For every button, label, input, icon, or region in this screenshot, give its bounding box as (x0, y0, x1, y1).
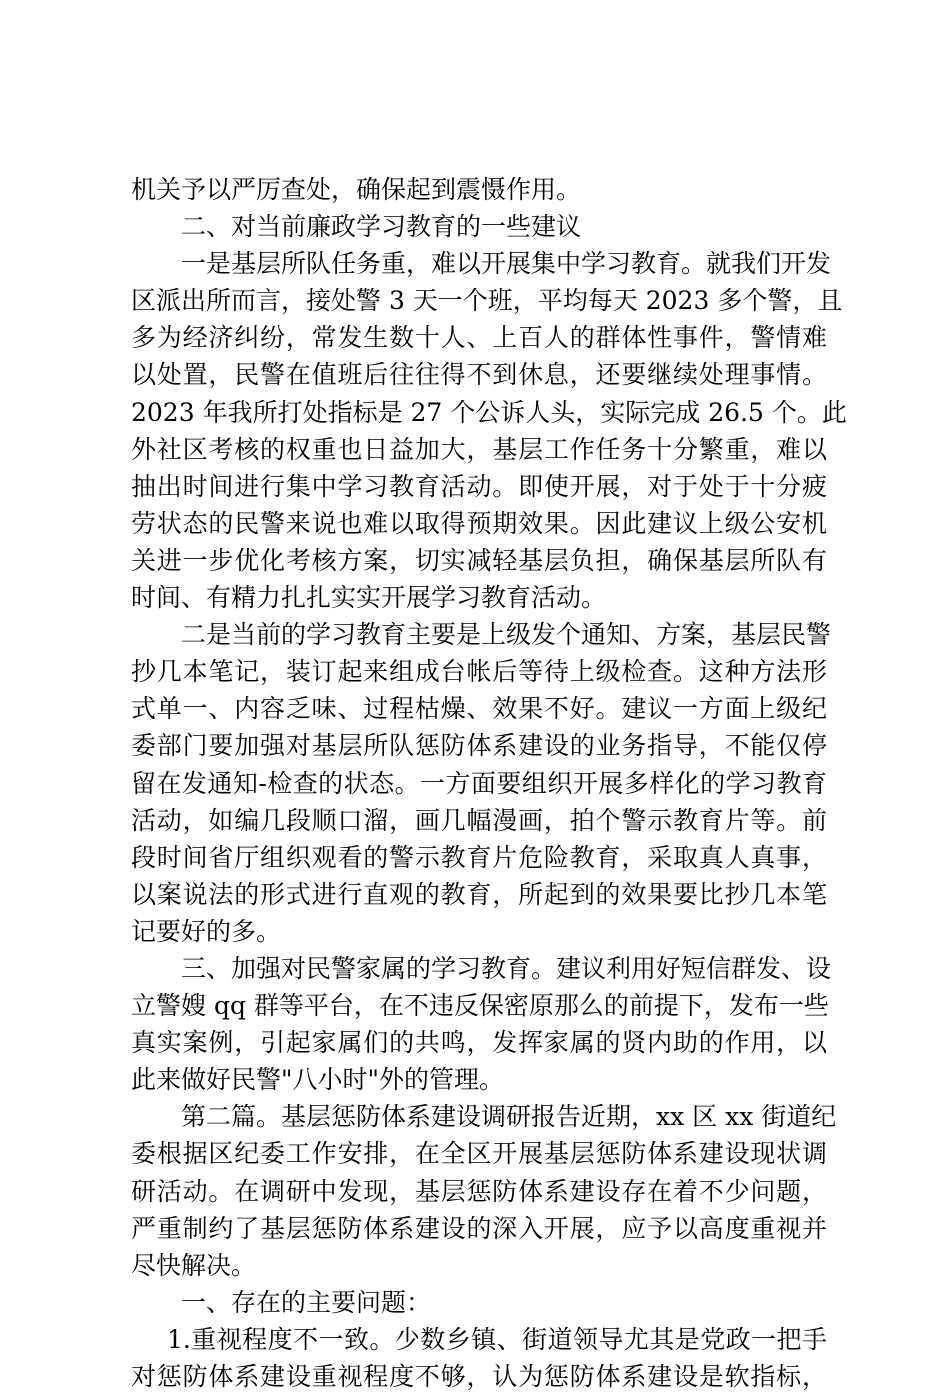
text-line: 严重制约了基层惩防体系建设的深入开展，应予以高度重视并 (131, 1213, 827, 1243)
text-line: 抄几本笔记，装订起来组成台帐后等待上级检查。这种方法形 (131, 657, 827, 687)
text-line: 段时间省厅组织观看的警示教育片危险教育，采取真人真事， (131, 842, 827, 872)
text-line: 真实案例，引起家属们的共鸣，发挥家属的贤内助的作用，以 (131, 1028, 827, 1058)
text-line: 此来做好民警"八小时"外的管理。 (131, 1065, 504, 1095)
text-line: 抽出时间进行集中学习教育活动。即使开展，对于处于十分疲 (131, 471, 827, 501)
text-line: 二是当前的学习教育主要是上级发个通知、方案，基层民警 (181, 620, 832, 650)
text-line: 委根据区纪委工作安排，在全区开展基层惩防体系建设现状调 (131, 1139, 827, 1169)
text-line: 活动，如编几段顺口溜，画几幅漫画，拍个警示教育片等。前 (131, 805, 827, 835)
text-line: 一是基层所队任务重，难以开展集中学习教育。就我们开发 (181, 249, 832, 279)
text-line: 时间、有精力扎扎实实开展学习教育活动。 (131, 583, 607, 613)
text-line: 以案说法的形式进行直观的教育，所起到的效果要比抄几本笔 (131, 879, 827, 909)
text-line: 二、对当前廉政学习教育的一些建议 (181, 212, 582, 242)
text-line: 三、加强对民警家属的学习教育。建议利用好短信群发、设 (181, 953, 832, 983)
text-line: 对惩防体系建设重视程度不够，认为惩防体系建设是软指标， (131, 1362, 827, 1391)
text-line: 劳状态的民警来说也难以取得预期效果。因此建议上级公安机 (131, 508, 827, 538)
text-line: 机关予以严厉查处，确保起到震慑作用。 (131, 175, 582, 204)
text-line: 一、存在的主要问题： (181, 1287, 432, 1317)
text-line: 第二篇。基层惩防体系建设调研报告近期，xx 区 xx 街道纪 (181, 1102, 837, 1132)
text-line: 式单一、内容乏味、过程枯燥、效果不好。建议一方面上级纪 (131, 694, 827, 724)
text-line: 留在发通知-检查的状态。一方面要组织开展多样化的学习教育 (131, 768, 827, 798)
text-line: 记要好的多。 (131, 916, 282, 946)
text-line: 区派出所而言，接处警 3 天一个班，平均每天 2023 多个警，且 (131, 286, 843, 316)
text-line: 2023 年我所打处指标是 27 个公诉人头，实际完成 26.5 个。此 (131, 397, 847, 427)
text-line: 1.重视程度不一致。少数乡镇、街道领导尤其是党政一把手 (167, 1324, 827, 1354)
body-text (131, 171, 847, 1395)
text-line: 尽快解决。 (131, 1250, 257, 1280)
text-line: 以处置，民警在值班后往往得不到休息，还要继续处理事情。 (131, 360, 827, 390)
text-line: 委部门要加强对基层所队惩防体系建设的业务指导，不能仅停 (131, 731, 827, 761)
text-line: 外社区考核的权重也日益加大，基层工作任务十分繁重，难以 (131, 434, 827, 464)
text-line: 多为经济纠纷，常发生数十人、上百人的群体性事件，警情难 (131, 323, 827, 353)
text-line: 研活动。在调研中发现，基层惩防体系建设存在着不少问题， (131, 1176, 827, 1206)
text-line: 立警嫂 qq 群等平台，在不违反保密原那么的前提下，发布一些 (131, 991, 829, 1021)
text-line: 关进一步优化考核方案，切实减轻基层负担，确保基层所队有 (131, 545, 827, 575)
